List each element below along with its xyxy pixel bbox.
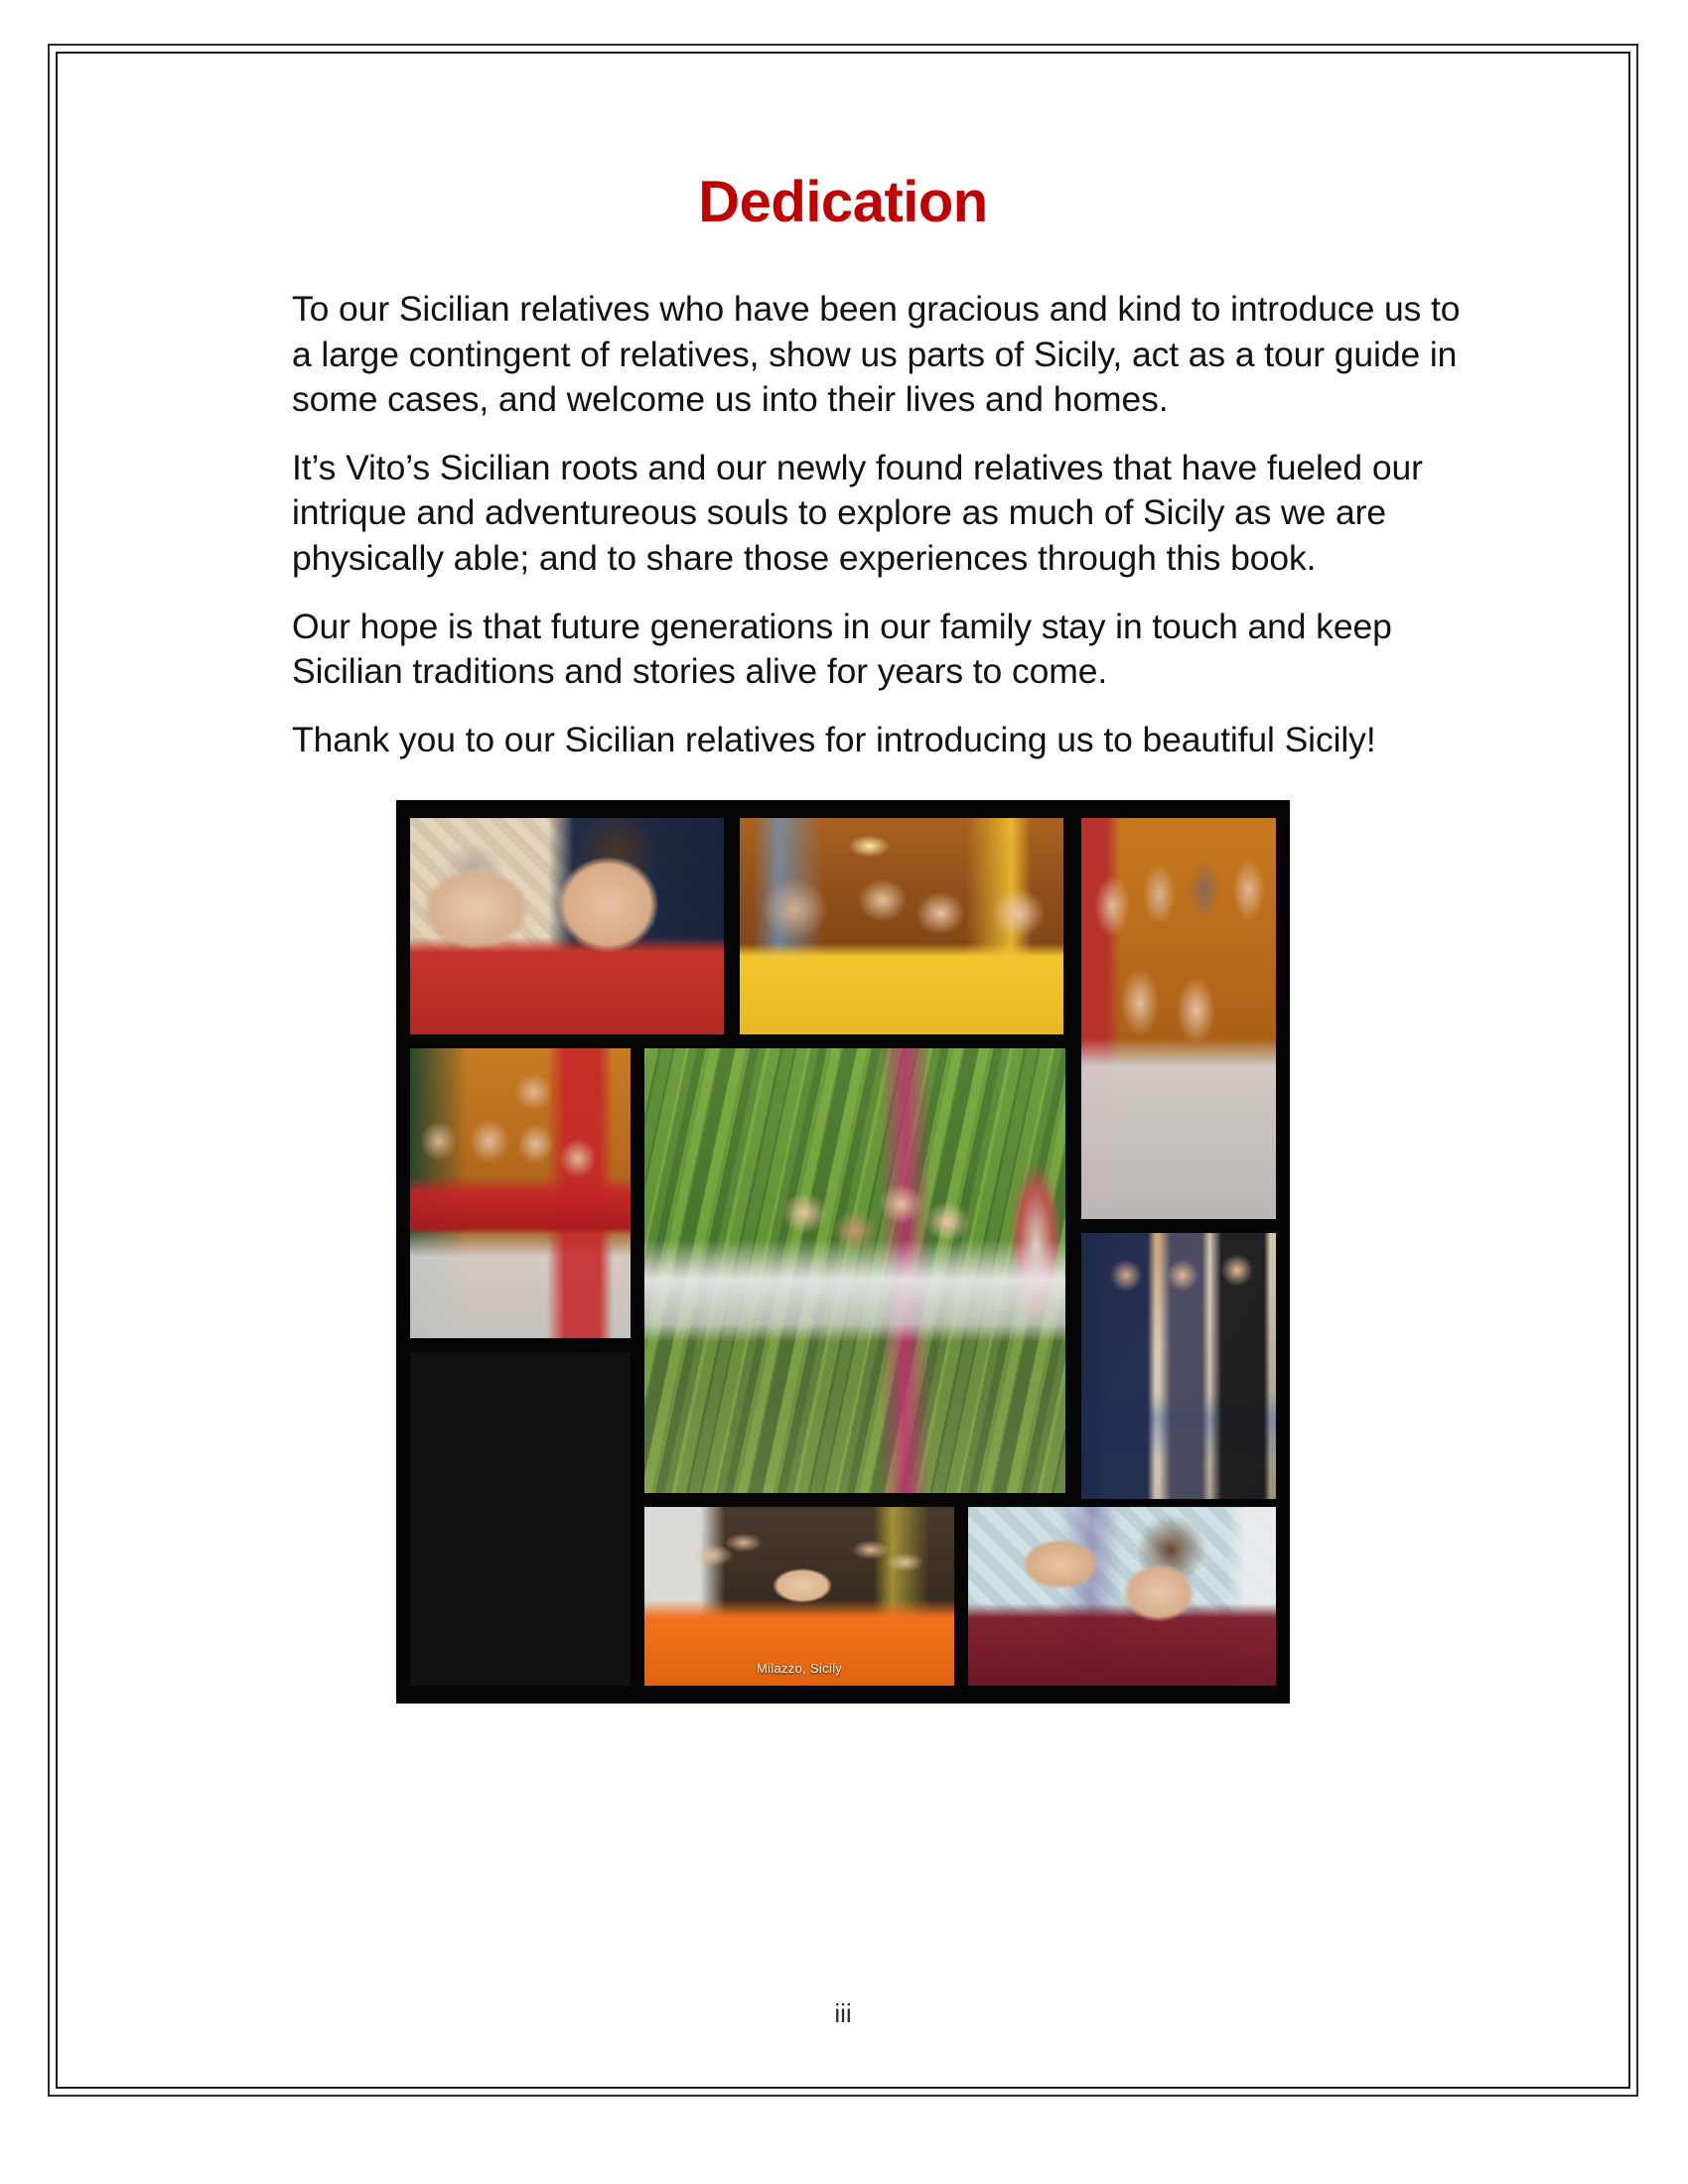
collage-photo-family [410, 1048, 631, 1338]
paragraph-3: Our hope is that future generations in our family stay in touch and keep Sicilian traditions and stories alive for years to come. [292, 606, 1392, 692]
collage-photo-two-women [410, 818, 724, 1034]
paragraph-2: It’s Vito’s Sicilian roots and our newly found relatives that have fueled our intrique and adventureous souls to explore as much of Sicily as we are physically able; and to share those experiences through this book. [292, 447, 1423, 579]
page-number: iii [834, 1998, 852, 2028]
page-title: Dedication [698, 170, 988, 234]
photo-collage [396, 800, 1290, 1704]
collage-photo-sunset [410, 1352, 631, 1686]
collage-photo-couple [968, 1507, 1276, 1686]
collage-photo-caption-milazzo: Milazzo, Sicily [756, 1660, 843, 1676]
dedication-body [212, 287, 1474, 762]
collage-photo-garden [644, 1048, 1065, 1493]
collage-photo-group-men [1081, 818, 1276, 1219]
collage-photo-selfie [644, 1507, 954, 1686]
photo-collage-wrapper [396, 800, 1290, 1704]
paragraph-4: Thank you to our Sicilian relatives for introducing us to beautiful Sicily! [292, 719, 1376, 759]
collage-photo-three-men [1081, 1233, 1276, 1499]
paragraph-1: To our Sicilian relatives who have been gracious and kind to introduce us to a large contingent of relatives, show us parts of Sicily, act as a tour guide in some cases, and welcome us into their lives and homes. [292, 289, 1461, 420]
page-content [56, 52, 1630, 2089]
collage-photo-toast [740, 818, 1063, 1034]
